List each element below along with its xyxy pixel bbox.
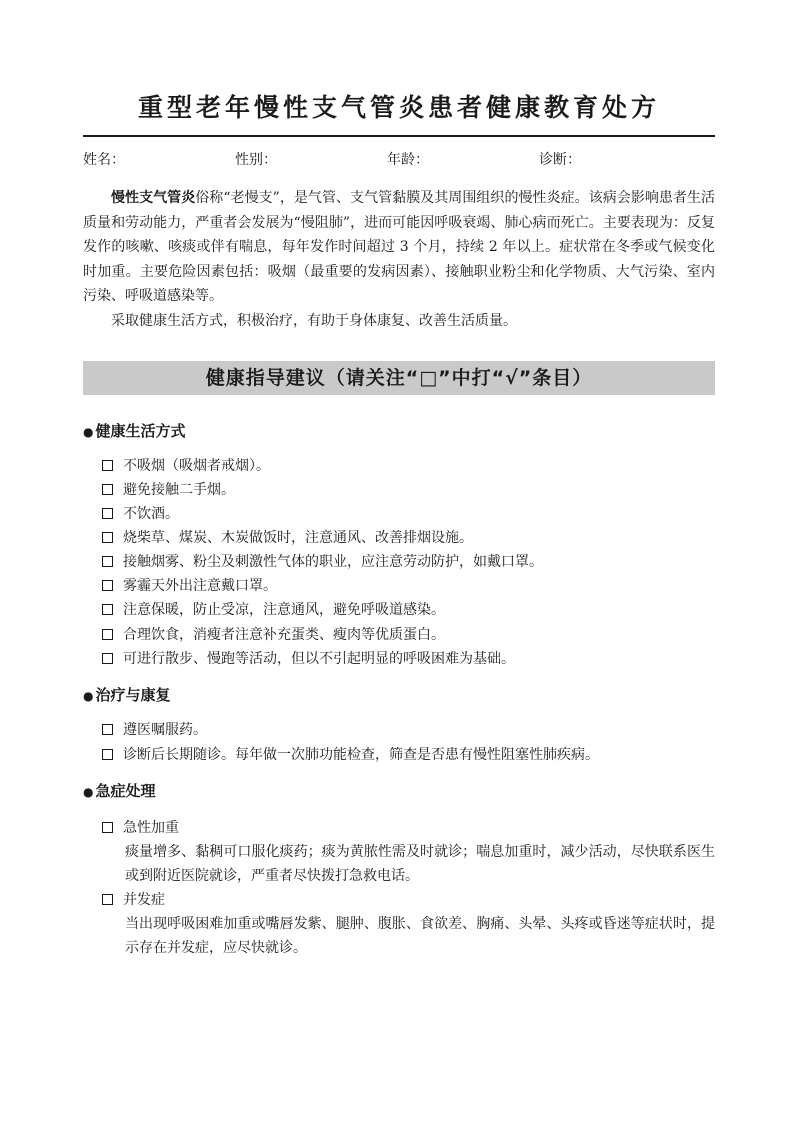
checklist-item-text: 遵医嘱服药。 (123, 722, 207, 738)
checklist-item[interactable] (102, 454, 715, 478)
checkbox-icon[interactable] (102, 580, 113, 591)
checkbox-icon[interactable] (102, 532, 113, 543)
checkbox-icon[interactable] (102, 822, 113, 833)
guidance-banner: 健康指导建议（请关注“□”中打“√”条目） (83, 361, 715, 395)
checklist-item-text: 雾霾天外出注意戴口罩。 (123, 578, 277, 594)
checklist-item[interactable] (102, 816, 715, 840)
checklist-item-text: 并发症 (123, 892, 165, 908)
title-divider (83, 135, 715, 137)
gender-field-label: 性别： (235, 152, 277, 168)
section-heading-emergency-text: 急症处理 (95, 782, 156, 800)
checklist-item-text: 急性加重 (123, 820, 179, 836)
checklist-item[interactable] (102, 718, 715, 742)
name-field-label: 姓名： (83, 152, 125, 168)
checkbox-icon[interactable] (102, 724, 113, 735)
checklist-item-text: 不吸烟（吸烟者戒烟）。 (123, 458, 270, 474)
checklist-item-text: 不饮酒。 (123, 506, 179, 522)
intro-paragraph-1-text: 俗称“老慢支”，是气管、支气管黏膜及其周围组织的慢性炎症。该病会影响患者生活质量和劳动能力，严重者会发展为“慢阻肺”，进而可能因呼吸衰竭、肺心病而死亡。主要表现为：反复发作的咳嗽、咳痰或伴有喘息，每年发作时间超过 3 个月，持续 2 年以上。症状常在冬季或气候变化时加重。主要危险因素包括：吸烟（最重要的发病因素）、接触职业粉尘和化学物质、大气污染、室内污染、呼吸道感染等。 (83, 190, 716, 304)
document-title: 重型老年慢性支气管炎患者健康教育处方 (137, 93, 660, 122)
checkbox-icon[interactable] (102, 484, 113, 495)
checklist-item-text: 烧柴草、煤炭、木炭做饭时，注意通风、改善排烟设施。 (123, 530, 473, 546)
checklist-item-text: 合理饮食，消瘦者注意补充蛋类、瘦肉等优质蛋白。 (123, 627, 445, 643)
intro-term: 慢性支气管炎 (111, 190, 196, 206)
diagnosis-field-label: 诊断： (539, 152, 581, 168)
checklist-item-text: 避免接触二手烟。 (123, 482, 235, 498)
section-heading-emergency (83, 780, 156, 803)
checklist-item-detail: 痰量增多、黏稠可口服化痰药；痰为黄脓性需及时就诊；喘息加重时，减少活动，尽快联系医生或到附近医院就诊，严重者尽快拨打急救电话。 (125, 844, 715, 884)
checklist-item-text: 诊断后长期随诊。每年做一次肺功能检查，筛查是否患有慢性阻塞性肺疾病。 (123, 747, 599, 763)
checklist-item[interactable] (102, 478, 715, 502)
checklist-item[interactable] (102, 623, 715, 647)
checklist-item[interactable] (102, 888, 715, 912)
section-heading-treatment (83, 684, 171, 707)
age-field-label: 年龄： (387, 152, 429, 168)
section-heading-lifestyle (83, 420, 186, 443)
intro-paragraph-1 (83, 186, 715, 309)
checklist-item-text: 可进行散步、慢跑等活动，但以不引起明显的呼吸困难为基础。 (123, 651, 515, 667)
checkbox-icon[interactable] (102, 653, 113, 664)
checklist-item[interactable] (102, 743, 715, 767)
bullet-dot-icon: ● (83, 785, 94, 799)
checkbox-icon[interactable] (102, 556, 113, 567)
checklist-item-text: 接触烟雾、粉尘及刺激性气体的职业，应注意劳动防护，如戴口罩。 (123, 554, 543, 570)
bullet-dot-icon: ● (83, 425, 94, 439)
section-heading-treatment-text: 治疗与康复 (95, 686, 171, 704)
checklist-item[interactable] (102, 574, 715, 598)
checklist-item[interactable] (102, 598, 715, 622)
checklist-item[interactable] (102, 647, 715, 671)
intro-paragraph-2: 采取健康生活方式，积极治疗，有助于身体康复、改善生活质量。 (111, 312, 517, 329)
section-heading-lifestyle-text: 健康生活方式 (95, 422, 186, 440)
checklist-item-text: 注意保暖，防止受凉，注意通风，避免呼吸道感染。 (123, 602, 445, 618)
checklist-item[interactable] (102, 502, 715, 526)
bullet-dot-icon: ● (83, 689, 94, 703)
checklist-item[interactable] (102, 550, 715, 574)
patient-info-row (83, 150, 715, 170)
checklist-item[interactable] (102, 526, 715, 550)
checklist-item-detail: 当出现呼吸困难加重或嘴唇发紫、腿肿、腹胀、食欲差、胸痛、头晕、头疼或昏迷等症状时，提示存在并发症，应尽快就诊。 (125, 916, 715, 956)
checkbox-icon[interactable] (102, 894, 113, 905)
intro-text (83, 186, 715, 333)
checkbox-icon[interactable] (102, 749, 113, 760)
checkbox-icon[interactable] (102, 460, 113, 471)
checkbox-icon[interactable] (102, 508, 113, 519)
checkbox-icon[interactable] (102, 629, 113, 640)
checkbox-icon[interactable] (102, 604, 113, 615)
